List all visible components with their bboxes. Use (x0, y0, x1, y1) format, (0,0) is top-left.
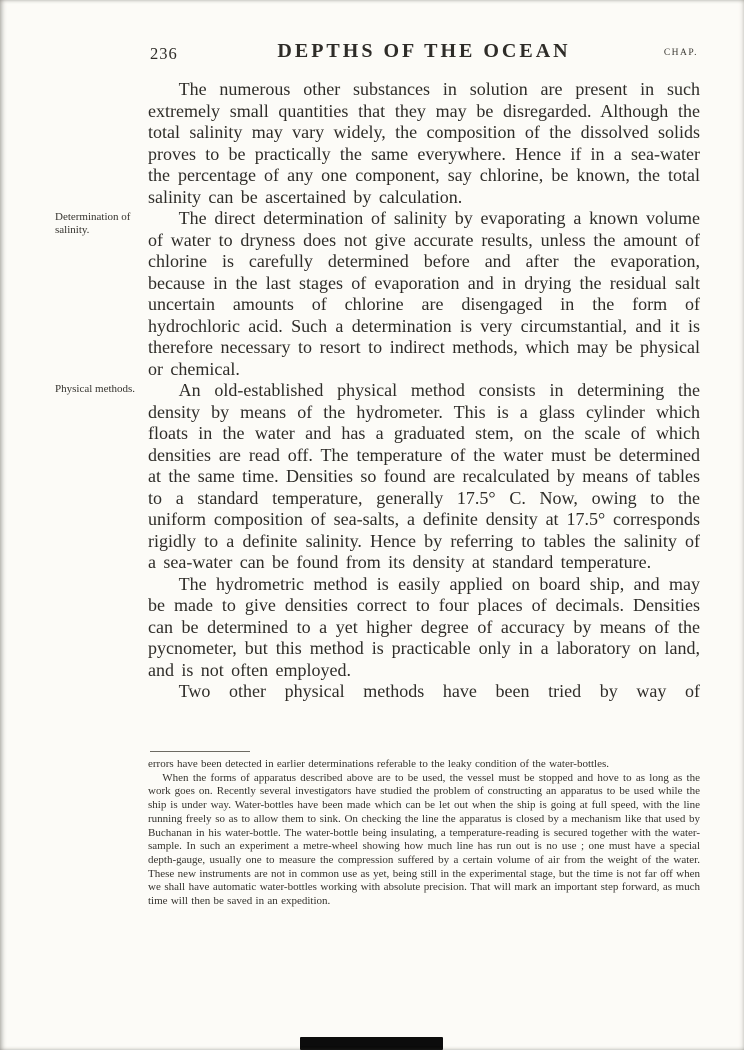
body-paragraph: Two other physical methods have been tried by way of (178, 681, 700, 701)
body-paragraph: The numerous other substances in solution are present in such extremely small quantities that they may be disregarded. Although the total salinity may vary widely, the composition of the dissolved solids proves to be practically the same everywhere. Hence if in a sea-water the percentage of any one component, say chlorine, be known, the total salinity can be ascertained by calculation. (148, 79, 700, 207)
paragraph-block (148, 681, 700, 703)
body-paragraph: The direct determination of salinity by evaporating a known volume of water to dryness does not give accurate results, unless the amount of chlorine is carefully determined before and after the evaporation, because in the last stages of evaporation and in drying the residual salt uncertain amounts of chlorine are disengaged in the form of hydrochloric acid. Such a determination is very circumstantial, and it is therefore necessary to resort to indirect methods, which may be physical or chemical. (148, 208, 700, 379)
paragraph-block (55, 380, 700, 574)
scan-artifact-bar (300, 1037, 443, 1050)
footnote (148, 751, 700, 909)
paragraph-block (148, 79, 700, 208)
body-paragraph: An old-established physical method consists in determining the density by means of the hydrometer. This is a glass cylinder which floats in the water and has a graduated stem, on the scale of which densities are read off. The temperature of the water must be determined at the same time. Densities so found are recalculated by means of tables to a standard temperature, generally 17.5° C. Now, owing to the uniform composition of sea-salts, a definite density at 17.5° corresponds rigidly to a definite salinity. Hence by referring to tables the salinity of a sea-water can be found from its density at standard temperature. (148, 380, 700, 572)
paragraph-block (148, 574, 700, 682)
page-header (148, 40, 700, 68)
margin-note-determination-of-salinity: Determination of salinity. (55, 211, 131, 236)
paragraph-block (55, 208, 700, 380)
body-text (55, 79, 700, 703)
chapter-label: CHAP. (663, 48, 698, 58)
running-title: DEPTHS OF THE OCEAN (277, 40, 571, 62)
footnote-rule (150, 751, 250, 752)
body-paragraph: The hydrometric method is easily applied on board ship, and may be made to give densities correct to four places of decimals. Densities can be determined to a yet higher degree of accuracy by means of the pycnometer, but this method is practicable only in a laboratory on land, and is not often employed. (148, 573, 700, 680)
footnote-paragraph: errors have been detected in earlier determinations referable to the leaky condition of the water-bottles. (148, 758, 610, 770)
margin-note-physical-methods: Physical methods. (55, 383, 136, 395)
footnote-paragraph: When the forms of apparatus described above are to be used, the vessel must be stopped and hove to as long as the work goes on. Recently several investigators have studied the problem of constructing an apparatus to be used while the ship is under way. Water-bottles have been made which can be let out when the ship is going at full speed, with the line running freely so as to allow them to sink. On checking the line the apparatus is closed by a mechanism like that used by Buchanan in his water-bottle. The water-bottle being insulating, a temperature-reading is secured together with the water-sample. In such an experiment a metre-wheel showing how much line has run out is no use ; one must have a special depth-gauge, usually one to measure the compression suffered by a certain volume of air from the weight of the water. These new instruments are not in common use as yet, being still in the experimental stage, but the time is not far off when we shall have automatic water-bottles working with absolute precision. That will mark an important step forward, as much time will then be saved in an expedition. (148, 771, 700, 908)
page-number: 236 (150, 44, 178, 63)
